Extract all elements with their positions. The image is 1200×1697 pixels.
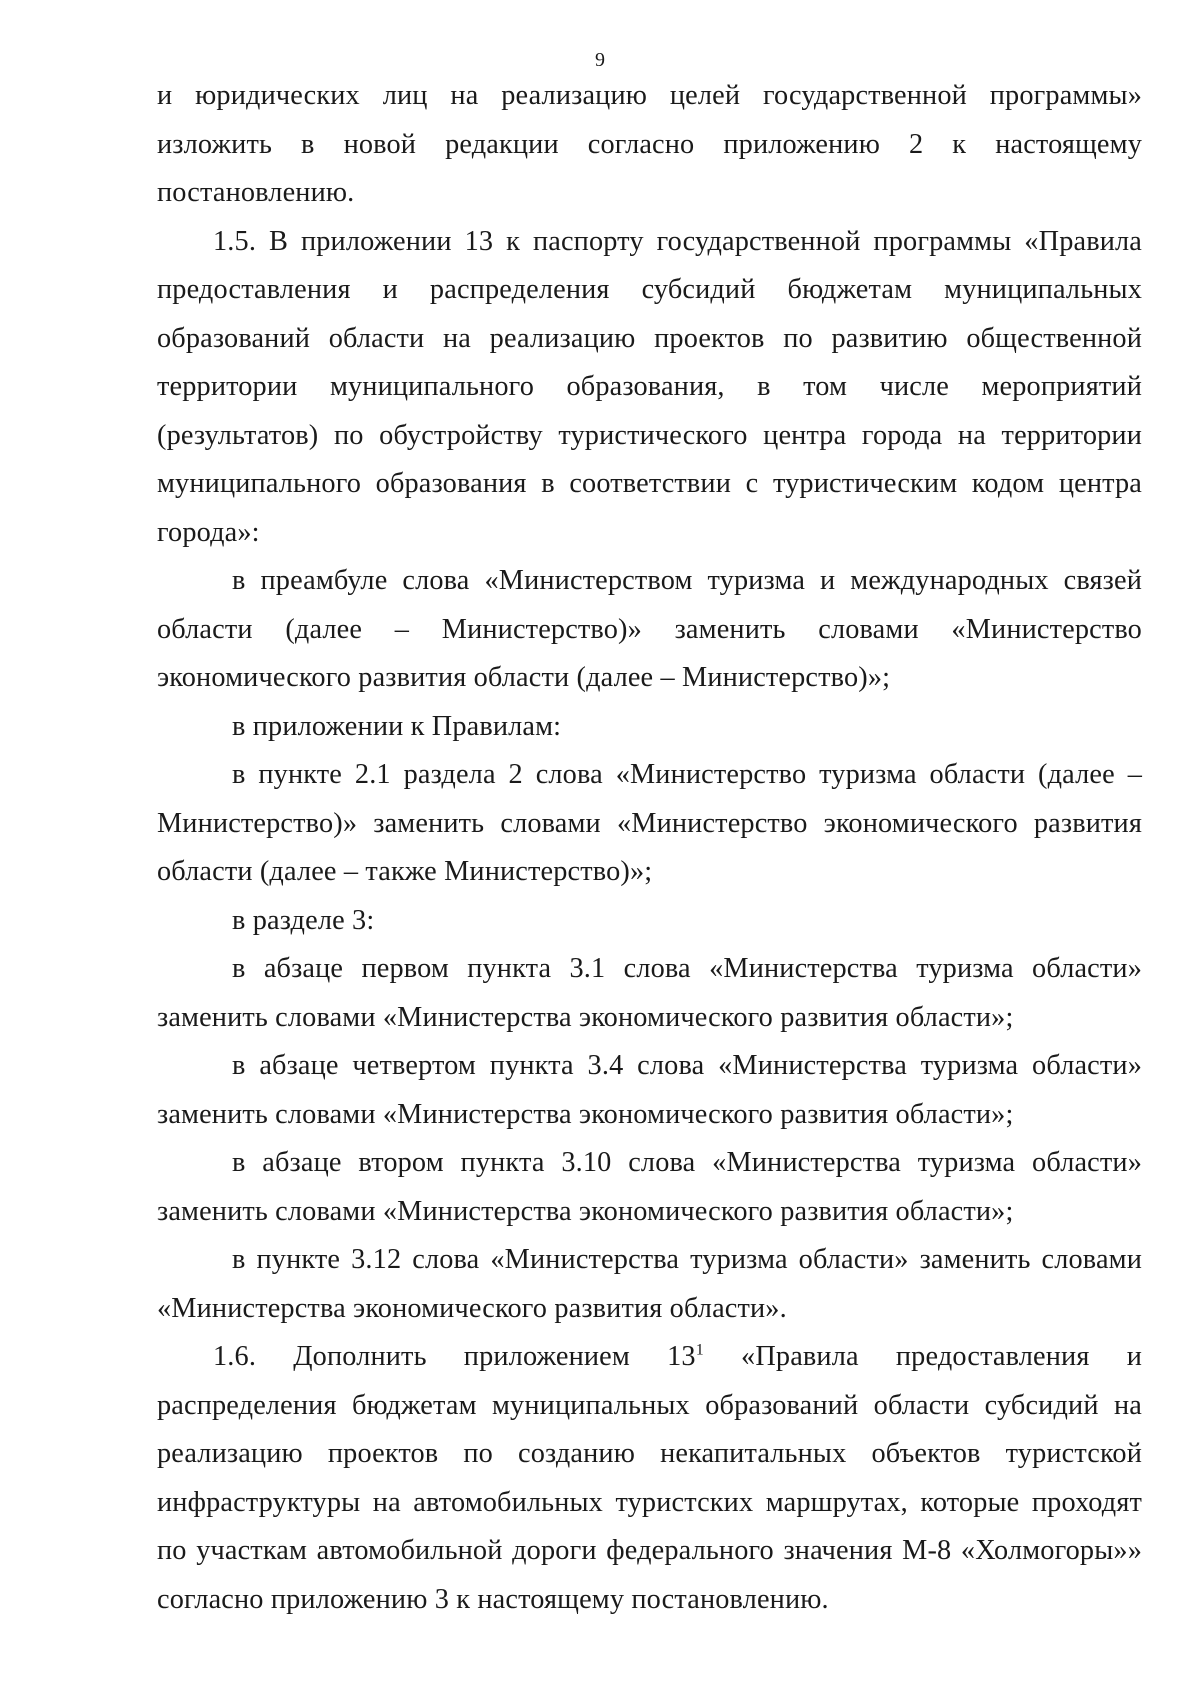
paragraph-appendix-heading: в приложении к Правилам: — [232, 710, 562, 742]
paragraph-point-3-1: в абзаце первом пункта 3.1 слова «Министерства туризма области» заменить словами «Министерства экономического развития области»; — [157, 953, 1142, 1033]
paragraph-item-1-5: 1.5. В приложении 13 к паспорту государственной программы «Правила предоставления и распределения субсидий бюджетам муниципальных образований области на реализацию проектов по развитию общественной территории муниципального образования, в том числе мероприятий (результатов) по обустройству туристического центра города на территории муниципального образования в соответствии с туристическим кодом центра города»: — [157, 225, 1142, 548]
paragraph-item-1-6-rest: «Правила предоставления и распределения бюджетам муниципальных образований области субсидий на реализацию проектов по созданию некапитальных объектов туристской инфраструктуры на автомобильных туристских маршрутах, которые проходят по участкам автомобильной дороги федерального значения М-8 «Холмогоры»» согласно приложению 3 к настоящему постановлению. — [157, 1341, 1142, 1615]
page-number: 9 — [595, 49, 605, 71]
paragraph-item-1-6-lead: 1.6. Дополнить приложением 13 — [213, 1341, 696, 1372]
paragraph-item-1-6 — [157, 1333, 1142, 1624]
paragraph-point-3-12: в пункте 3.12 слова «Министерства туризма области» заменить словами «Министерства экономического развития области». — [157, 1244, 1142, 1324]
paragraph-point-2-1: в пункте 2.1 раздела 2 слова «Министерство туризма области (далее – Министерство)» заменить словами «Министерство экономического развития области (далее – также Министерство)»; — [157, 759, 1142, 887]
paragraph-point-3-10: в абзаце втором пункта 3.10 слова «Министерства туризма области» заменить словами «Министерства экономического развития области»; — [157, 1147, 1142, 1227]
paragraph-section-3-heading: в разделе 3: — [232, 904, 375, 936]
superscript-marker: 1 — [695, 1341, 704, 1359]
document-body — [157, 72, 1142, 1624]
paragraph-continuation: и юридических лиц на реализацию целей государственной программы» изложить в новой редакции согласно приложению 2 к настоящему постановлению. — [157, 80, 1142, 208]
paragraph-point-3-4: в абзаце четвертом пункта 3.4 слова «Министерства туризма области» заменить словами «Министерства экономического развития области»; — [157, 1050, 1142, 1130]
paragraph-preamble-change: в преамбуле слова «Министерством туризма и международных связей области (далее – Министерство)» заменить словами «Министерство экономического развития области (далее – Министерство)»; — [157, 565, 1142, 693]
